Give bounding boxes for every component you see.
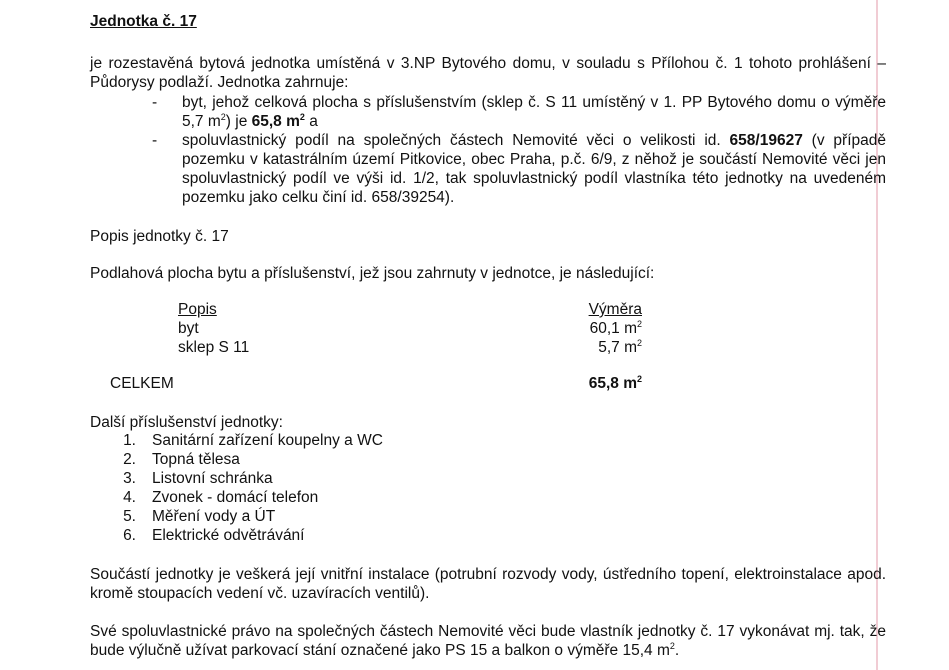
table-header (90, 301, 650, 320)
bullet-share (152, 131, 886, 207)
table-row (90, 320, 650, 339)
bullet-share-text-b: (v případě pozemku v katastrálním území Pitkovice, obec Praha, p.č. 6/9, z něhož je součástí Nemovité věci jen spoluvlastnický podíl ve výši id. 1/2, tak spoluvlastnický podíl vlastníka této jednotky na uvedeném pozemku jako celku činí id. 658/39254). (182, 132, 886, 206)
table-row (90, 339, 650, 358)
sup-m2: 2 (220, 111, 226, 122)
sup-m2-bold: 2 (299, 111, 305, 122)
total-value: 65,8 $m^2$ (588, 373, 642, 392)
header-description: Popis (178, 301, 217, 318)
total-label: CELKEM (110, 375, 174, 392)
bullet-share-text-a: spoluvlastnický podíl na společných částech Nemovité věci o velikosti id. (182, 132, 730, 149)
bullet-apartment-text-c: a (304, 113, 318, 130)
row-label: byt (178, 320, 199, 337)
bullet-apartment (152, 93, 886, 131)
installation-paragraph: Součástí jednotky je veškerá její vnitřní instalace (potrubní rozvody vody, ústředního topení, elektroinstalace apod. kromě stoupacích vedení vč. uzavíracích ventilů). (90, 566, 886, 602)
bullet-apartment-total: 65,8 m (251, 113, 300, 130)
list-item: 4. Zvonek - domácí telefon (123, 489, 319, 506)
list-item: 6. Elektrické odvětrávání (123, 527, 305, 544)
unit-heading: Jednotka č. 17 (90, 13, 197, 30)
coownership-paragraph: Své spoluvlastnické právo na společných částech Nemovité věci bude vlastník jednotky č. 17 vykonávat mj. tak, že bude výlučně užívat parkovací stání označené jako PS 15 a balkon o výměře 15,4 $m^2$. (90, 623, 886, 659)
list-item: 5. Měření vody a ÚT (123, 508, 276, 525)
bullet-dash: - (152, 132, 158, 149)
table-total-row (90, 375, 650, 394)
row-label: sklep S 11 (178, 339, 250, 356)
list-item: 1. Sanitární zařízení koupelny a WC (123, 432, 383, 449)
bullet-apartment-text-b: ) je (225, 113, 252, 130)
list-item: 2. Topná tělesa (123, 451, 240, 468)
accessories-title: Další příslušenství jednotky: (90, 414, 283, 431)
header-area: Výměra (588, 301, 642, 318)
bullet-apartment-text-a: byt, jehož celková plocha s příslušenstvím (sklep č. S 11 umístěný v 1. PP Bytového domu o výměře 5,7 m (182, 94, 886, 130)
bullet-share-fraction: 658/19627 (729, 132, 803, 149)
row-value: 60,1 $m^2$ (589, 318, 642, 337)
intro-paragraph (90, 54, 886, 92)
list-item: 3. Listovní schránka (123, 470, 273, 487)
area-intro: Podlahová plocha bytu a příslušenství, jež jsou zahrnuty v jednotce, je následující: (90, 265, 655, 282)
popis-title: Popis jednotky č. 17 (90, 228, 229, 245)
bullet-dash: - (152, 94, 158, 111)
intro-text: je rozestavěná bytová jednotka umístěná v 3.NP Bytového domu, v souladu s Přílohou č. 1 tohoto prohlášení – Půdorysy podlaží. Jednotka zahrnuje: (90, 55, 886, 91)
row-value: 5,7 $m^2$ (598, 337, 642, 356)
